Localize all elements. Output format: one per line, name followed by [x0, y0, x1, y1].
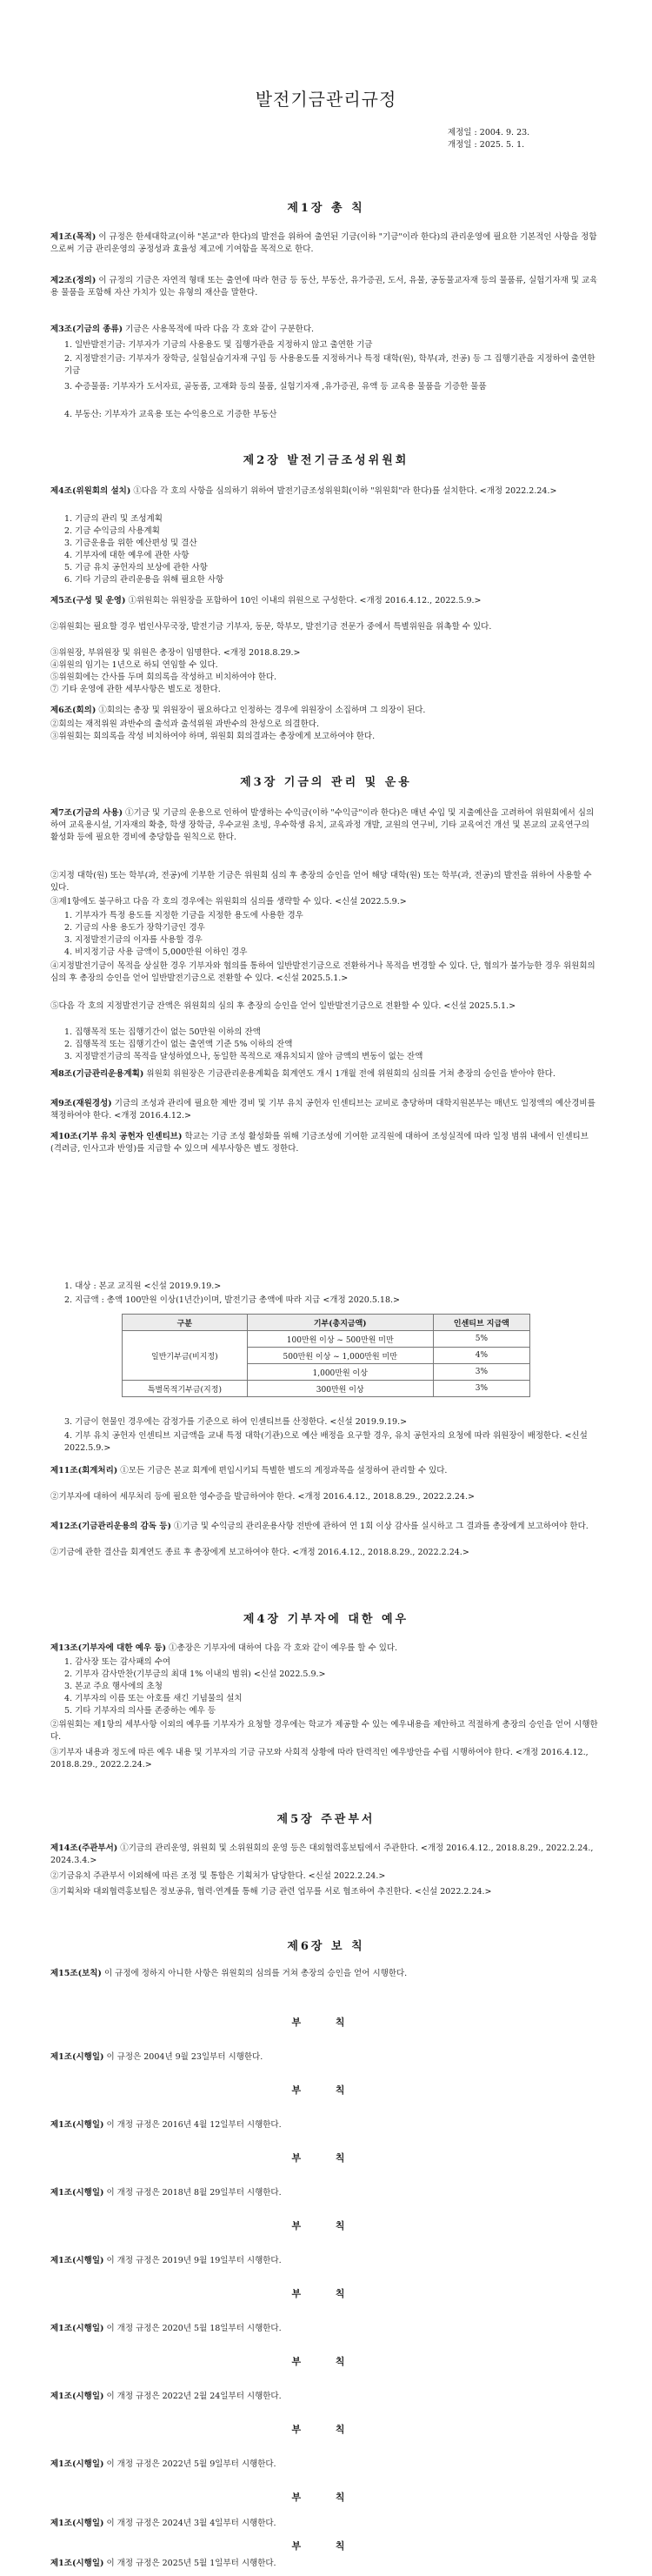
article-heading: 제14조(주관부서) — [50, 1843, 118, 1853]
list-item: ⑤다음 각 호의 지정발전기금 잔액은 위원회의 심의 후 총장의 승인을 얻어 일반발전기금으로 전환할 수 있다. <신설 2025.5.1.> — [50, 1001, 516, 1011]
list-item: 2. 기금의 사용 용도가 장학기금인 경우 — [64, 923, 205, 933]
article-text: 이 개정 규정은 2022년 5월 9일부터 시행한다. — [103, 2459, 276, 2469]
list-item: 2. 지정발전기금: 기부자가 장학금, 실험실습기자재 구입 등 사용용도를 지정하거나 특정 대학(원), 학부(과, 전공) 등 그 집행기관을 지정하여 출연한 기금 — [64, 354, 595, 376]
list-item: 1. 기금의 관리 및 조성계획 — [64, 514, 163, 524]
article-heading: 제1조(시행일) — [50, 2559, 104, 2568]
chapter-3-title: 제3장 기금의 관리 및 운용 — [240, 776, 412, 789]
article-heading: 제2조(정의) — [50, 276, 96, 285]
article-text: 이 개정 규정은 2020년 5월 18일부터 시행한다. — [103, 2324, 282, 2333]
list-item: ②기금에 관한 결산을 회계연도 종료 후 총장에게 보고하여야 한다. <개정 2016.4.12., 2018.8.29., 2022.2.24.> — [50, 1548, 469, 1557]
chapter-2-title: 제2장 발전기금조성위원회 — [243, 454, 409, 467]
article-text: ①회의는 총장 및 위원장이 필요하다고 인정하는 경우에 위원장이 소집하며 그 의장이 된다. — [96, 706, 426, 715]
list-item: 3. 수증물품: 기부자가 도서자료, 골동품, 고재화 등의 물품, 실험기자재 ,유가증권, 유액 등 교육용 물품을 기증한 물품 — [64, 382, 487, 391]
article-text: ①기금 및 수익금의 관리운용사항 전반에 관하여 연 1회 이상 감사를 실시하고 그 결과를 총장에게 보고하여야 한다. — [170, 1522, 589, 1531]
list-item: 1. 일반발전기금: 기부자가 기금의 사용용도 및 집행가관을 지정하지 않고 출연한 기금 — [64, 340, 373, 350]
article-heading: 제12조(기금관리운용의 감독 등) — [50, 1522, 171, 1531]
article-text: 이 개정 규정은 2025년 5월 1일부터 시행한다. — [103, 2559, 276, 2568]
article-heading: 제15조(보칙) — [50, 1969, 102, 1978]
list-item: 3. 본교 주요 행사에의 초청 — [64, 1682, 163, 1691]
article-9 — [50, 1098, 598, 1122]
list-item: ④지정발전기금이 목적을 상실한 경우 기부자와 협의를 통하여 일반발전기금으로 전환하거나 목적을 변경할 수 있다. 단, 협의가 불가능한 경우 위원회의 심의 후 총장의 승인을 얻어 일반발전기금으로 전환할 수 있다. <신설 2025.5.1.> — [50, 961, 595, 983]
list-item: 3. 기금이 현물인 경우에는 감정가를 기준으로 하여 인센티브를 산정한다. <신설 2019.9.19.> — [64, 1417, 408, 1427]
list-item: 2. 기부자 감사만찬(기부금의 최대 1% 이내의 범위) <신설 2022.5.9.> — [64, 1669, 326, 1679]
article-heading: 제1조(시행일) — [50, 2120, 104, 2130]
article-6 — [50, 705, 598, 717]
table-cell: 500만원 이상 ~ 1,000만원 미만 — [247, 1348, 433, 1364]
addendum-article — [50, 2518, 598, 2530]
article-1 — [50, 231, 598, 256]
chapter-1-title: 제1장 총 칙 — [287, 202, 365, 215]
article-heading: 제1조(시행일) — [50, 2256, 104, 2265]
addendum-article — [50, 2459, 598, 2471]
addendum-article — [50, 2119, 598, 2131]
list-item: ⑤위원회에는 간사를 두며 회의록을 작성하고 비치하여야 한다. — [50, 672, 277, 682]
list-item: 6. 기타 기금의 관리운용을 위해 필요한 사항 — [64, 575, 224, 585]
chapter-5-title: 제5장 주관부서 — [276, 1813, 376, 1826]
article-heading: 제1조(시행일) — [50, 2519, 104, 2528]
addendum-article — [50, 2323, 598, 2335]
article-11 — [50, 1465, 598, 1477]
article-heading: 제8조(기금관리운용계획) — [50, 1069, 144, 1079]
list-item: 4. 부동산: 기부자가 교육용 또는 수익용으로 기증한 부동산 — [64, 410, 277, 419]
incentive-table — [122, 1314, 530, 1397]
list-item: 1. 감사장 또는 감사패의 수여 — [64, 1657, 171, 1667]
list-item: 2. 기금 수익금의 사용계획 — [64, 526, 160, 536]
table-cell: 300만원 이상 — [247, 1381, 433, 1397]
table-cell: 5% — [433, 1331, 529, 1348]
list-item: ⑦ 기타 운영에 관한 세부사항은 별도로 정한다. — [50, 685, 221, 694]
list-item: 3. 지정발전기금의 목적을 달성하였으나, 동일한 목적으로 재유치되지 않아 금액의 변동이 없는 잔액 — [64, 1052, 423, 1061]
table-cell: 3% — [433, 1381, 529, 1397]
article-15 — [50, 1968, 598, 1980]
list-item: 4. 기부 유치 공헌자 인센티브 지급액을 교내 특정 대학(기관)으로 예산 배정을 요구할 경우, 유치 공헌자의 요청에 따라 위원장이 배정한다. <신설 2022.5.9.> — [64, 1431, 588, 1453]
article-text: 이 규정의 기금은 자연적 형태 또는 출연에 따라 현금 등 동산, 부동산, 유가증권, 도서, 유물, 공동물교자재 등의 물품류, 실험기자재 및 교육용 물품을 포함해 자산 가치가 있는 유형의 재산을 말한다. — [50, 276, 598, 298]
document-title: 발전기금관리규정 — [255, 89, 397, 110]
article-heading: 제1조(시행일) — [50, 2459, 104, 2469]
list-item: ②회의는 재적위원 과반수의 출석과 출석위원 과반수의 찬성으로 의결한다. — [50, 719, 319, 729]
amended-date: 개정일 : 2025. 5. 1. — [448, 140, 525, 150]
article-heading: 제7조(기금의 사용) — [50, 808, 123, 818]
list-item: 3. 지정발전기금의 이자를 사용할 경우 — [64, 935, 203, 945]
addendum-article — [50, 2187, 598, 2199]
addendum-title: 부 칙 — [291, 2152, 361, 2164]
article-heading: 제1조(목적) — [50, 232, 96, 242]
table-header-cell: 기부(총지금액) — [247, 1315, 433, 1331]
article-14 — [50, 1843, 598, 1867]
list-item: ④위원의 임기는 1년으로 하되 연임할 수 있다. — [50, 660, 218, 670]
addendum-title: 부 칙 — [291, 2424, 361, 2435]
revision-dates — [448, 127, 529, 151]
article-text: 위원회 위원장은 기금관리운용계획을 회계연도 개시 1개월 전에 위원회의 심의를 거쳐 총장의 승인을 받아야 한다. — [143, 1069, 556, 1079]
article-text: 이 개정 규정은 2019년 9월 19일부터 시행한다. — [103, 2256, 282, 2265]
list-item: ②기부자에 대하여 세무처리 등에 필요한 영수증을 발급하여야 한다. <개정 2016.4.12., 2018.8.29., 2022.2.24.> — [50, 1492, 475, 1502]
addendum-article — [50, 2558, 598, 2570]
list-item: 4. 비지정기금 사용 금액이 5,000만원 이하인 경우 — [64, 947, 248, 957]
list-item: ③제1항에도 불구하고 다음 각 호의 경우에는 위원회의 심의를 생략할 수 있다. <신설 2022.5.9.> — [50, 897, 407, 907]
article-text: ①기금의 관리운영, 위원회 및 소위원회의 운영 등은 대외협력홍보팀에서 주관한다. <개정 2016.4.12., 2018.8.29., 2022.2.24., 2024.3.4.> — [50, 1843, 594, 1865]
article-text: 이 개정 규정은 2016년 4월 12일부터 시행한다. — [103, 2120, 282, 2130]
addendum-title: 부 칙 — [291, 2084, 361, 2096]
article-5 — [50, 595, 598, 607]
article-text: ①위원회는 위원장을 포함하여 10인 이내의 위원으로 구성한다. <개정 2016.4.12., 2022.5.9.> — [125, 596, 482, 606]
article-text: 이 개정 규정은 2018년 8월 29일부터 시행한다. — [103, 2188, 282, 2198]
article-heading: 제3조(기금의 종류) — [50, 325, 123, 334]
addendum-article — [50, 2391, 598, 2403]
table-row — [123, 1331, 530, 1348]
list-item: 1. 집행목적 또는 집행기간이 없는 50만원 이하의 잔액 — [64, 1027, 261, 1037]
article-text: 학교는 기금 조성 활성화를 위해 기금조성에 기여한 교직원에 대하여 조성실적에 따라 일정 범위 내에서 인센티브(격려금, 인사고과 반영)를 지급할 수 있으며 세부사항은 별도 정한다. — [50, 1132, 589, 1154]
article-heading: 제1조(시행일) — [50, 2052, 104, 2062]
list-item: 2. 지급액 : 총액 100만원 이상(1년간)이며, 발전기금 총액에 따라 지급 <개정 2020.5.18.> — [64, 1295, 400, 1305]
article-heading: 제5조(구성 및 운영) — [50, 596, 126, 606]
addendum-title: 부 칙 — [291, 2356, 361, 2367]
enacted-date: 제정일 : 2004. 9. 23. — [448, 128, 530, 137]
table-header-row — [123, 1315, 530, 1331]
chapter-4-title: 제4장 기부자에 대한 예우 — [243, 1613, 409, 1626]
article-heading: 제1조(시행일) — [50, 2324, 104, 2333]
list-item: 4. 기부자에 대한 예우에 관한 사항 — [64, 551, 190, 560]
article-text: ①총장은 기부자에 대하여 다음 각 호와 같이 예우를 할 수 있다. — [166, 1643, 398, 1653]
table-row — [123, 1381, 530, 1397]
list-item: ③기부자 내용과 정도에 따른 예우 내용 및 기부자의 기금 규모와 사회적 상황에 따라 탄력적인 예우방안을 수립 시행하여야 한다. <개정 2016.4.12., 2018.8.29., 2022.2.24.> — [50, 1748, 589, 1770]
table-group-cell: 일반기부금(비지정) — [123, 1331, 248, 1381]
list-item: 5. 기금 유치 공헌자의 보상에 관한 사항 — [64, 563, 208, 572]
list-item: 1. 대상 : 본교 교직원 <신설 2019.9.19.> — [64, 1281, 222, 1291]
article-text: 기금은 사용목적에 따라 다음 각 호와 같이 구분한다. — [123, 325, 315, 334]
article-heading: 제9조(재원경성) — [50, 1099, 112, 1108]
article-heading: 제13조(기부자에 대한 예우 등) — [50, 1643, 167, 1653]
list-item: ③위원장, 부위원장 및 위원은 총장이 임명한다. <개정 2018.8.29.> — [50, 648, 301, 658]
article-text: 이 규정에 정하지 아니한 사항은 위원회의 심의를 거쳐 총장의 승인을 얻어 시행한다. — [101, 1969, 408, 1978]
article-3 — [50, 324, 598, 336]
list-item: ②위원회는 제1항의 세부사항 이외의 예우를 기부자가 요청할 경우에는 학교가 제공할 수 있는 예우내용을 제안하고 적절하게 총장의 승인을 얻어 시행한다. — [50, 1720, 598, 1742]
list-item: ②위원회는 필요할 경우 법인사무국장, 발전기금 기부자, 동문, 학부모, 발전기금 전문가 중에서 특별위원을 위촉할 수 있다. — [50, 622, 492, 632]
article-text: 이 규정은 2004년 9월 23일부터 시행한다. — [103, 2052, 263, 2062]
addendum-article — [50, 2051, 598, 2064]
table-header-cell: 인센티브 지급액 — [433, 1315, 529, 1331]
addendum-title: 부 칙 — [291, 2220, 361, 2231]
article-heading: 제10조(기부 유치 공헌자 인센티브) — [50, 1132, 183, 1141]
list-item: 4. 기부자의 이름 또는 아호를 새긴 기념물의 설치 — [64, 1694, 243, 1703]
list-item: 3. 기금운용을 위한 예산편성 및 결산 — [64, 539, 197, 548]
article-text: 이 규정은 한세대학교(이하 "본교"라 한다)의 발전을 위하여 출연된 기금(이하 "기금"이라 한다)의 관리운영에 필요한 기본적인 사항을 정함으로써 기금 관리운영의 공정성과 효율성 제고에 기여함을 목적으로 한다. — [50, 232, 597, 254]
addendum-title: 부 칙 — [291, 2540, 361, 2552]
addendum-title: 부 칙 — [291, 2017, 361, 2028]
article-7 — [50, 807, 598, 844]
article-text: ①기금 및 기금의 운용으로 인하여 발생하는 수익금(이하 "수익금"이라 한다)은 매년 수입 및 지출예산을 고려하여 위원회에서 심의하여 교육용시설, 기자재의 확충, 학생 장학금, 우수교원 초빙, 우수학생 유치, 교육과정 개발, 교원의 연구비, 기타 교육여건 개선 및 본교의 교육연구의 활성화 등에 필요한 경비에 충당함을 원칙으로 한다. — [50, 808, 595, 842]
table-cell: 100만원 이상 ~ 500만원 미만 — [247, 1331, 433, 1348]
addendum-title: 부 칙 — [291, 2492, 361, 2503]
article-text: ①모든 기금은 본교 회계에 편입시키되 특별한 별도의 계정과목을 설정하여 관리할 수 있다. — [117, 1466, 448, 1475]
chapter-6-title: 제6장 보 칙 — [287, 1940, 365, 1953]
list-item: ③위원회는 회의록을 작성 비치하여야 하며, 위원회 회의결과는 총장에게 보고하여야 한다. — [50, 732, 376, 741]
table-cell: 3% — [433, 1364, 529, 1381]
article-4 — [50, 485, 598, 498]
article-heading: 제1조(시행일) — [50, 2392, 104, 2401]
article-12 — [50, 1521, 598, 1533]
list-item: 2. 집행목적 또는 집행기간이 없는 출연액 기준 5% 이하의 잔액 — [64, 1040, 293, 1049]
list-item: ②지정 대학(원) 또는 학부(과, 전공)에 기부한 기금은 위원회 심의 후 총장의 승인을 얻어 해당 대학(원) 또는 학부(과, 전공)의 발전을 위하여 사용할 수 있다. — [50, 871, 592, 893]
article-heading: 제4조(위원회의 설치) — [50, 486, 131, 496]
article-heading: 제6조(회의) — [50, 706, 96, 715]
table-cell: 1,000만원 이상 — [247, 1364, 433, 1381]
article-text: 이 개정 규정은 2022년 2월 24일부터 시행한다. — [103, 2392, 282, 2401]
article-8 — [50, 1068, 598, 1081]
article-heading: 제11조(회계처리) — [50, 1466, 118, 1475]
article-text: 기금의 조성과 관리에 필요한 제반 경비 및 기부 유치 공헌자 인센티브는 교비로 충당하며 대학지원본부는 매년도 일정액의 예산경비를 책정하여야 한다. <개정 2016.4.12.> — [50, 1099, 595, 1121]
list-item: ②기금유치 주관부서 이외해에 따른 조정 및 통합은 기획처가 담당한다. <신설 2022.2.24.> — [50, 1871, 386, 1881]
list-item: 1. 기부자가 특정 용도를 지정한 기금을 지정한 용도에 사용한 경우 — [64, 911, 303, 920]
table-header-cell: 구분 — [123, 1315, 248, 1331]
article-10 — [50, 1131, 598, 1155]
article-2 — [50, 275, 598, 299]
article-text: ①다음 각 호의 사항을 심의하기 위하여 발전기금조성위원회(이하 "위원회"라 한다)를 설치한다. <개정 2022.2.24.> — [130, 486, 557, 496]
addendum-title: 부 칙 — [291, 2288, 361, 2299]
table-group-cell: 특별목적기부금(지정) — [123, 1381, 248, 1397]
article-13 — [50, 1643, 598, 1655]
table-cell: 4% — [433, 1348, 529, 1364]
list-item: 5. 기타 기부자의 의사를 존중하는 예우 등 — [64, 1706, 216, 1716]
article-text: 이 개정 규정은 2024년 3월 4일부터 시행한다. — [103, 2519, 276, 2528]
addendum-article — [50, 2255, 598, 2267]
article-heading: 제1조(시행일) — [50, 2188, 104, 2198]
list-item: ③기획처와 대외협력홍보팀은 정보공유, 협력·연계를 통해 기금 관련 업무를 서로 협조하여 추진한다. <신설 2022.2.24.> — [50, 1887, 492, 1897]
